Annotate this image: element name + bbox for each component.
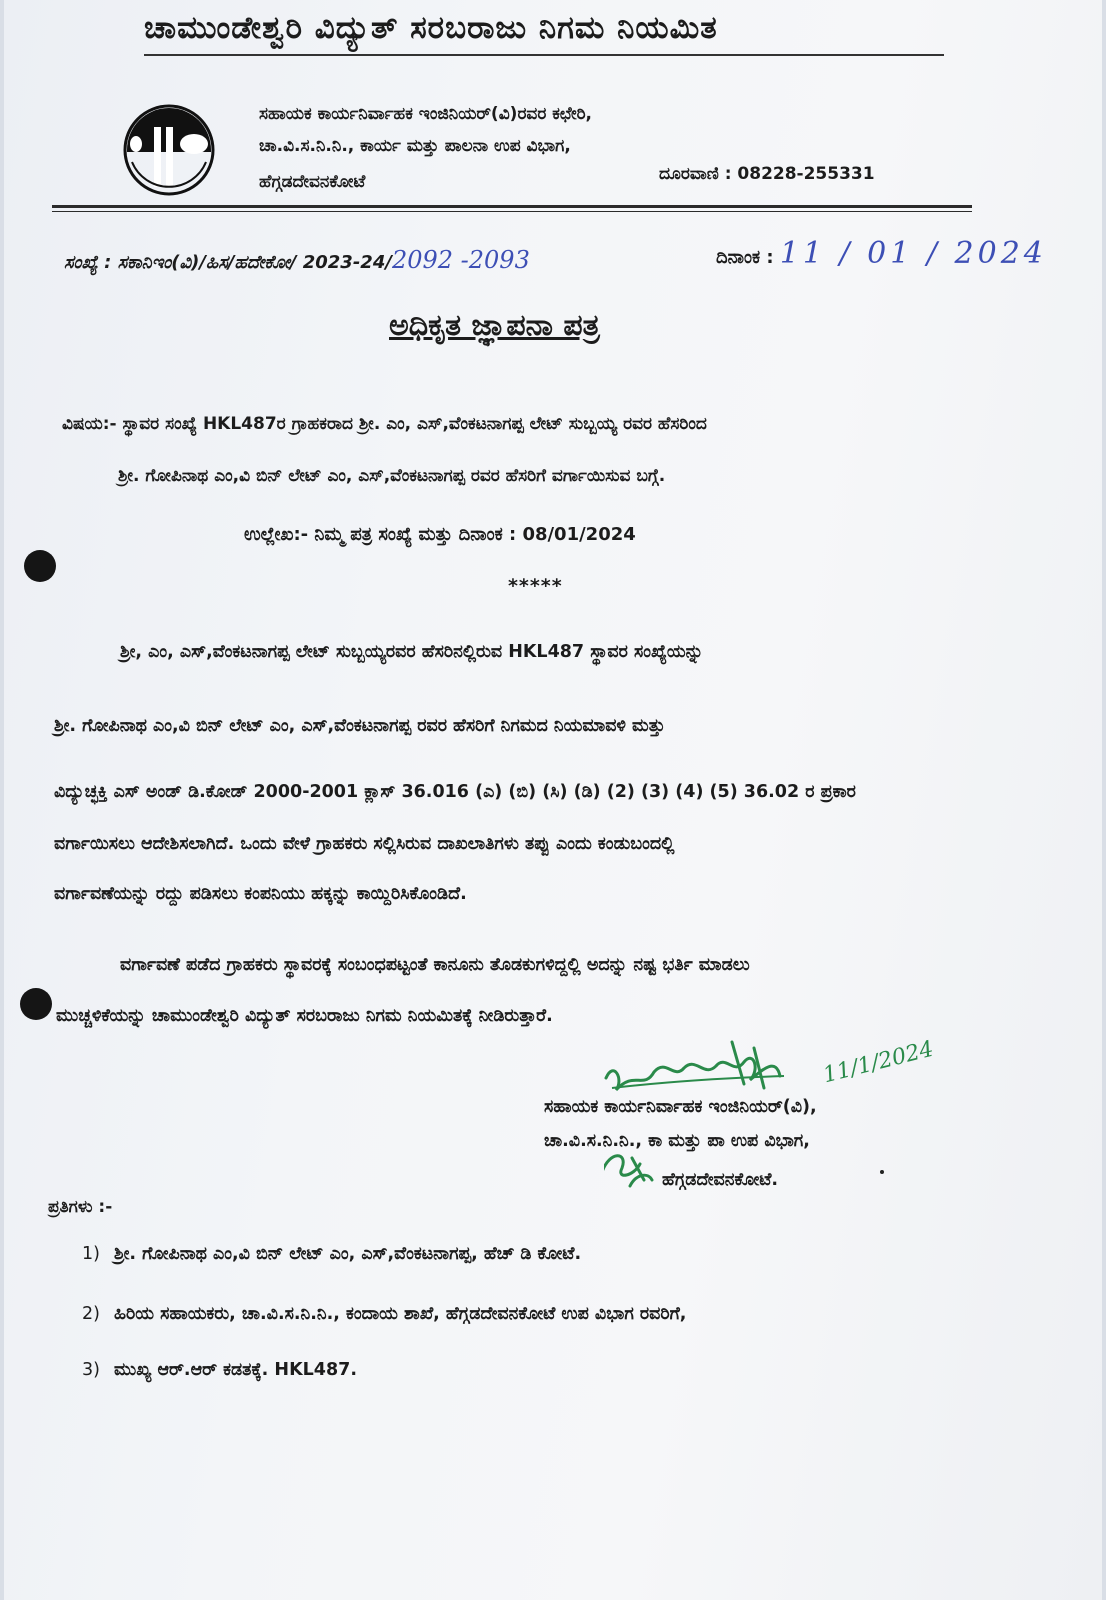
signatory-division: ಚಾ.ವಿ.ಸ.ನಿ.ನಿ., ಕಾ ಮತ್ತು ಪಾ ಉಪ ವಿಭಾಗ,: [544, 1131, 810, 1151]
body-p1-line5: ವರ್ಗಾವಣೆಯನ್ನು ರದ್ದು ಪಡಿಸಲು ಕಂಪನಿಯು ಹಕ್ಕನ್ನು ಕಾಯ್ದಿರಿಸಿಕೊಂಡಿದೆ.: [54, 884, 467, 904]
reference-number-handwritten: 2092 -2093: [391, 246, 530, 274]
subject-line-2: ಶ್ರೀ. ಗೋಪಿನಾಥ ಎಂ,ವಿ ಬಿನ್ ಲೇಟ್ ಎಂ, ಎಸ್,ವೆಂಕಟನಾಗಪ್ಪ ರವರ ಹೆಸರಿಗೆ ವರ್ಗಾಯಿಸುವ ಬಗ್ಗೆ.: [118, 466, 666, 486]
body-p2-line2: ಮುಚ್ಚಳಿಕೆಯನ್ನು ಚಾಮುಂಡೇಶ್ವರಿ ವಿದ್ಯುತ್ ಸರಬರಾಜು ನಿಗಮ ನಿಯಮಿತಕ್ಕೆ ನೀಡಿರುತ್ತಾರೆ.: [56, 1006, 553, 1026]
punch-hole-lower: [20, 988, 52, 1020]
copy-text: ಹಿರಿಯ ಸಹಾಯಕರು, ಚಾ.ವಿ.ಸ.ನಿ.ನಿ., ಕಂದಾಯ ಶಾಖೆ, ಹೆಗ್ಗಡದೇವನಕೋಟೆ ಉಪ ವಿಭಾಗ ರವರಿಗೆ,: [114, 1304, 687, 1324]
office-name: ಸಹಾಯಕ ಕಾರ್ಯನಿರ್ವಾಹಕ ಇಂಜಿನಿಯರ್(ವಿ)ರವರ ಕಛೇರಿ,: [259, 104, 593, 124]
header-rule-thin: [52, 211, 972, 212]
reference-number-label: ಸಂಖ್ಯೆ : ಸಕಾನಿಇಂ(ವಿ)/ಹಿಸ/ಹದೇಕೋ/ 2023-24/: [64, 252, 392, 273]
body-p1-line2: ಶ್ರೀ. ಗೋಪಿನಾಥ ಎಂ,ವಿ ಬಿನ್ ಲೇಟ್ ಎಂ, ಎಸ್,ವೆಂಕಟನಾಗಪ್ಪ ರವರ ಹೆಸರಿಗೆ ನಿಗಮದ ನಿಯಮಾವಳಿ ಮತ್ತು: [54, 716, 666, 736]
reference-line: ಉಲ್ಲೇಖ:- ನಿಮ್ಮ ಪತ್ರ ಸಂಖ್ಯೆ ಮತ್ತು ದಿನಾಂಕ : 08/01/2024: [244, 524, 636, 545]
subject-line-1: ವಿಷಯ:- ಸ್ಥಾವರ ಸಂಖ್ಯೆ HKL487ರ ಗ್ರಾಹಕರಾದ ಶ್ರೀ. ಎಂ, ಎಸ್,ವೆಂಕಟನಾಗಪ್ಪ ಲೇಟ್ ಸುಬ್ಬಯ್ಯ ರವರ ಹೆಸರಿಂದ: [62, 414, 707, 434]
copy-item: [82, 1304, 686, 1324]
copy-text: ಮುಖ್ಯ ಆರ್.ಆರ್ ಕಡತಕ್ಕೆ. HKL487.: [114, 1360, 357, 1380]
date-label: ದಿನಾಂಕ :: [716, 247, 774, 268]
copy-item: [82, 1360, 357, 1380]
date-handwritten: 11 / 01 / 2024: [779, 236, 1047, 271]
reference-number: [64, 246, 530, 274]
office-division: ಚಾ.ವಿ.ಸ.ನಿ.ನಿ., ಕಾರ್ಯ ಮತ್ತು ಪಾಲನಾ ಉಪ ವಿಭಾಗ,: [259, 136, 571, 156]
body-p1-line3: ವಿದ್ಯುಚ್ಛಕ್ತಿ ಎಸ್ ಅಂಡ್ ಡಿ.ಕೋಡ್ 2000-2001 ಕ್ಲಾಸ್ 36.016 (ಎ) (ಬಿ) (ಸಿ) (ಡಿ) (2) (3) (4) (5) 36.02 ರ ಪ್ರಕಾರ: [54, 782, 856, 802]
copy-number: 2): [82, 1304, 100, 1324]
copy-text: ಶ್ರೀ. ಗೋಪಿನಾಥ ಎಂ,ವಿ ಬಿನ್ ಲೇಟ್ ಎಂ, ಎಸ್,ವೆಂಕಟನಾಗಪ್ಪ, ಹೆಚ್ ಡಿ ಕೋಟೆ.: [114, 1244, 582, 1264]
body-p1-line4: ವರ್ಗಾಯಿಸಲು ಆದೇಶಿಸಲಾಗಿದೆ. ಒಂದು ವೇಳೆ ಗ್ರಾಹಕರು ಸಲ್ಲಿಸಿರುವ ದಾಖಲಾತಿಗಳು ತಪ್ಪು ಎಂದು ಕಂಡುಬಂದಲ್ಲಿ: [54, 834, 675, 854]
letter-date: [716, 236, 1047, 271]
cesc-logo: [114, 92, 224, 202]
body-p1-line1: ಶ್ರೀ, ಎಂ, ಎಸ್,ವೆಂಕಟನಾಗಪ್ಪ ಲೇಟ್ ಸುಬ್ಬಯ್ಯರವರ ಹೆಸರಿನಲ್ಲಿರುವ HKL487 ಸ್ಥಾವರ ಸಂಖ್ಯೆಯನ್ನು: [120, 642, 704, 662]
copy-item: [82, 1244, 581, 1264]
separator-stars: *****: [508, 575, 563, 597]
signature-date-handwritten: 11/1/2024: [820, 1036, 937, 1089]
signatory-location: ಹೆಗ್ಗಡದೇವನಕೋಟೆ.: [662, 1170, 779, 1190]
body-p2-line1: ವರ್ಗಾವಣೆ ಪಡೆದ ಗ್ರಾಹಕರು ಸ್ಥಾವರಕ್ಕೆ ಸಂಬಂಧಪಟ್ಟಂತೆ ಕಾನೂನು ತೊಡಕುಗಳಿದ್ದಲ್ಲಿ ಅದನ್ನು ನಷ್ಟ ಭರ್ತಿ ಮಾಡಲು: [120, 955, 750, 975]
header-rule-thick: [52, 205, 972, 208]
signatory-title: ಸಹಾಯಕ ಕಾರ್ಯನಿರ್ವಾಹಕ ಇಂಜಿನಿಯರ್(ವಿ),: [544, 1097, 817, 1117]
office-location: ಹೆಗ್ಗಡದೇವನಕೋಟೆ: [259, 172, 366, 192]
punch-hole-upper: [24, 550, 56, 582]
organization-name: ಚಾಮುಂಡೇಶ್ವರಿ ವಿದ್ಯುತ್ ಸರಬರಾಜು ನಿಗಮ ನಿಯಮಿತ: [144, 10, 718, 46]
copy-number: 1): [82, 1244, 100, 1264]
stray-dot: [880, 1170, 884, 1174]
letter-page: [4, 0, 1102, 1600]
header-underline: [144, 54, 944, 56]
copies-title: ಪ್ರತಿಗಳು :-: [48, 1197, 113, 1217]
document-title: ಅಧಿಕೃತ ಜ್ಞಾಪನಾ ಪತ್ರ: [389, 308, 600, 343]
office-phone: ದೂರವಾಣಿ : 08228-255331: [659, 164, 875, 184]
copy-number: 3): [82, 1360, 100, 1380]
